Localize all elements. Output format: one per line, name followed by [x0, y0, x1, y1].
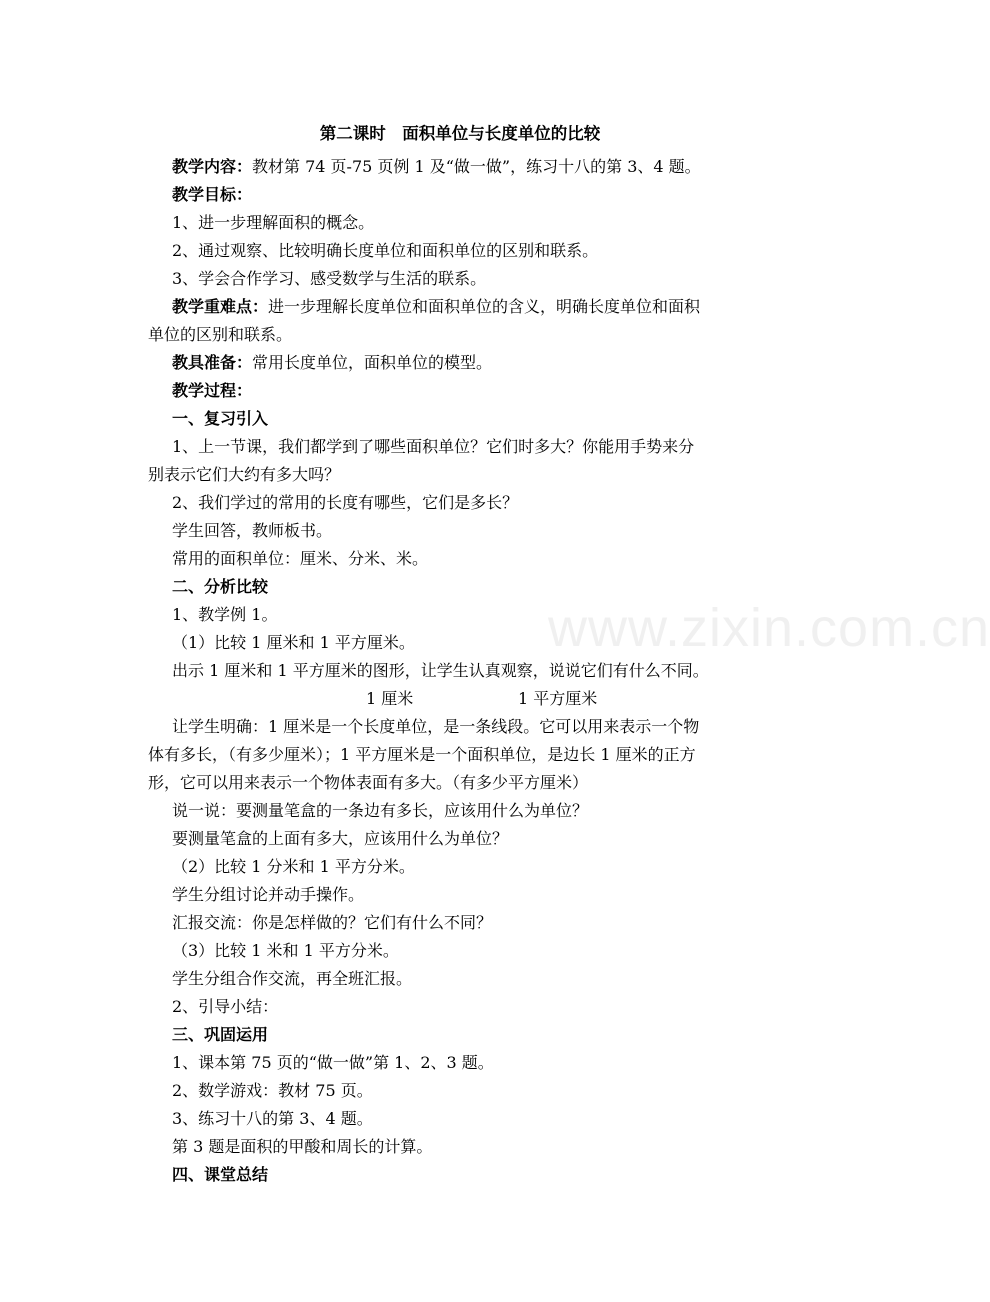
sec1-q2: 2、我们学过的常用的长度有哪些，它们是多长？: [172, 493, 519, 512]
section-3-heading: 三、巩固运用: [172, 1025, 269, 1044]
sec3-l3: 3、练习十八的第 3、4 题。: [172, 1109, 373, 1128]
sec2-l11: 学生分组合作交流，再全班汇报。: [172, 969, 413, 988]
sec1-q1: 1、上一节课，我们都学到了哪些面积单位？它们时多大？你能用手势来分: [172, 437, 695, 456]
sec1-l3: 学生回答，教师板书。: [172, 521, 333, 540]
content-text: 教材第 74 页-75 页例 1 及“做一做”，练习十八的第 3、4 题。: [252, 157, 701, 176]
key-points-text: 进一步理解长度单位和面积单位的含义，明确长度单位和面积: [268, 297, 701, 316]
sec3-l1: 1、课本第 75 页的“做一做”第 1、2、3 题。: [172, 1053, 494, 1072]
sec2-l8: 学生分组讨论并动手操作。: [172, 885, 365, 904]
key-points-cont: 单位的区别和联系。: [148, 325, 293, 344]
sec2-p1-cont2: 形，它可以用来表示一个物体表面有多大。（有多少平方厘米）: [148, 773, 589, 792]
sec2-l9: 汇报交流：你是怎样做的？它们有什么不同？: [172, 913, 493, 932]
key-points-label: 教学重难点：: [172, 297, 269, 316]
sec3-l2: 2、数学游戏：教材 75 页。: [172, 1081, 373, 1100]
content-label: 教学内容：: [172, 157, 253, 176]
sec3-l4: 第 3 题是面积的甲酸和周长的计算。: [172, 1137, 433, 1156]
goal-1: 1、进一步理解面积的概念。: [172, 213, 375, 232]
sec2-l1: 1、教学例 1。: [172, 605, 278, 624]
sec2-l5: 说一说：要测量笔盒的一条边有多长，应该用什么为单位？: [172, 801, 589, 820]
sec1-q1-cont: 别表示它们大约有多大吗？: [148, 465, 341, 484]
watermark: www.zixin.com.cn: [548, 598, 990, 658]
sec2-l2: （1）比较 1 厘米和 1 平方厘米。: [172, 633, 415, 652]
section-2-heading: 二、分析比较: [172, 577, 269, 596]
sec2-l12: 2、引导小结：: [172, 997, 279, 1016]
goal-2: 2、通过观察、比较明确长度单位和面积单位的区别和联系。: [172, 241, 599, 260]
section-1-heading: 一、复习引入: [172, 409, 269, 428]
sec2-l6: 要测量笔盒的上面有多大，应该用什么为单位？: [172, 829, 509, 848]
content-line: [172, 153, 792, 181]
key-points-line: [172, 293, 792, 321]
section-4-heading: 四、课堂总结: [172, 1165, 269, 1184]
prep-text: 常用长度单位，面积单位的模型。: [252, 353, 493, 372]
prep-label: 教具准备：: [172, 353, 253, 372]
sec1-l4: 常用的面积单位：厘米、分米、米。: [172, 549, 429, 568]
sec2-l10: （3）比较 1 米和 1 平方分米。: [172, 941, 399, 960]
sec2-p1: 让学生明确：1 厘米是一个长度单位，是一条线段。它可以用来表示一个物: [172, 717, 700, 736]
page-title: 第二课时 面积单位与长度单位的比较: [319, 124, 601, 143]
goals-label: 教学目标：: [172, 185, 253, 204]
goal-3: 3、学会合作学习、感受数学与生活的联系。: [172, 269, 487, 288]
process-label: 教学过程：: [172, 381, 253, 400]
caption-1cm: 1 厘米: [366, 689, 414, 708]
sec2-l3: 出示 1 厘米和 1 平方厘米的图形，让学生认真观察，说说它们有什么不同。: [172, 661, 709, 680]
sec2-p1-cont: 体有多长，（有多少厘米）；1 平方厘米是一个面积单位，是边长 1 厘米的正方: [148, 745, 696, 764]
sec2-l7: （2）比较 1 分米和 1 平方分米。: [172, 857, 415, 876]
prep-line: [172, 349, 792, 377]
caption-1cm2: 1 平方厘米: [518, 689, 598, 708]
